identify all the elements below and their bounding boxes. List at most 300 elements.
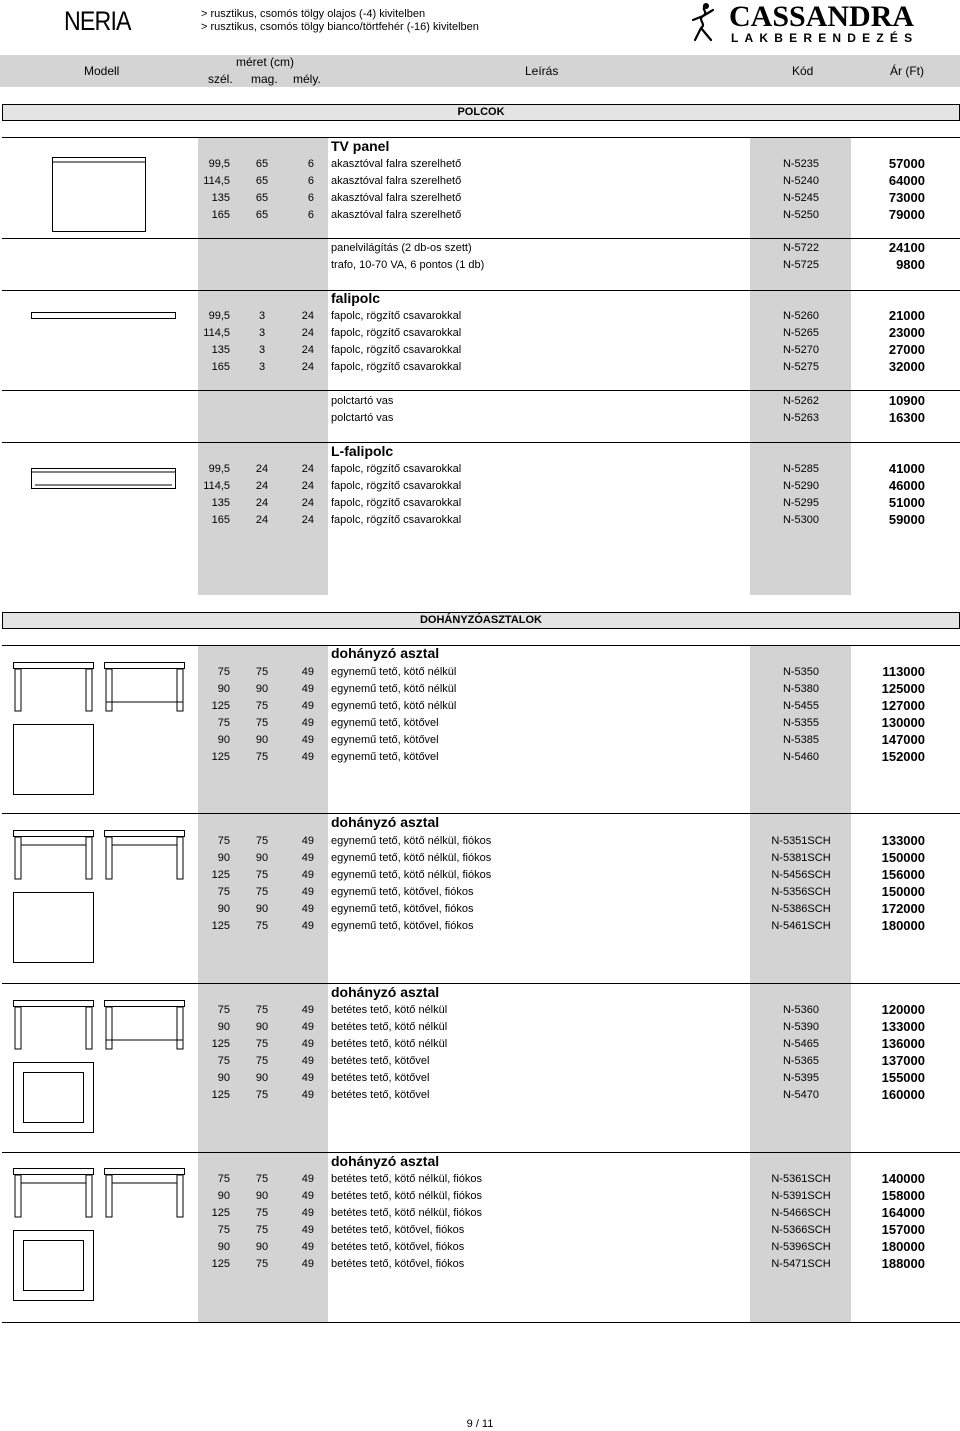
height-cell: 24 [255,463,269,475]
table-row [0,867,960,884]
description-cell: egynemű tető, kötővel [331,734,439,746]
depth-cell: 24 [301,480,314,492]
price-cell: 127000 [881,698,925,713]
height-cell: 90 [255,683,269,695]
width-cell: 90 [217,1190,230,1202]
code-cell: N-5395 [782,1072,820,1084]
price-cell: 136000 [881,1036,925,1051]
description-cell: betétes tető, kötő nélkül [331,1021,448,1033]
price-cell: 41000 [888,461,925,476]
code-cell: N-5265 [782,327,820,339]
width-cell: 90 [217,683,230,695]
divider [2,645,960,646]
table-row [0,850,960,867]
depth-cell: 24 [301,463,314,475]
table-row [0,1036,960,1053]
description-cell: egynemű tető, kötő nélkül, fiókos [331,869,492,881]
divider [2,390,960,391]
column-header [0,55,960,87]
depth-cell: 24 [301,361,314,373]
brand-logo-cassandra [683,2,958,44]
height-cell: 75 [255,1207,269,1219]
code-cell: N-5240 [782,175,820,187]
depth-cell: 49 [301,751,314,763]
price-cell: 150000 [881,884,925,899]
description-cell: akasztóval falra szerelhető [331,175,462,187]
width-cell: 135 [211,497,230,509]
price-cell: 27000 [888,342,925,357]
height-cell: 3 [258,361,266,373]
depth-cell: 49 [301,852,314,864]
code-cell: N-5460 [782,751,820,763]
table-row [0,495,960,512]
width-cell: 90 [217,903,230,915]
width-cell: 165 [211,209,230,221]
description-cell: egynemű tető, kötő nélkül [331,666,457,678]
description-cell: polctartó vas [331,412,394,424]
table-row [0,1239,960,1256]
code-cell: N-5385 [782,734,820,746]
code-cell: N-5380 [782,683,820,695]
table-row [0,1222,960,1239]
description-cell: egynemű tető, kötő nélkül [331,700,457,712]
dancer-figure-icon [683,2,723,44]
width-cell: 114,5 [203,327,230,339]
brand-logo-neria: NERIA [64,6,131,36]
description-cell: akasztóval falra szerelhető [331,158,462,170]
width-cell: 165 [211,514,230,526]
height-cell: 90 [255,1241,269,1253]
price-cell: 133000 [881,833,925,848]
price-cell: 10900 [888,393,925,408]
code-cell: N-5391SCH [771,1190,831,1202]
code-cell: N-5235 [782,158,820,170]
code-cell: N-5386SCH [771,903,831,915]
table-row [0,1087,960,1104]
table-row [0,1188,960,1205]
depth-cell: 49 [301,666,314,678]
section-dohanyzoasztalok: DOHÁNYZÓASZTALOK [2,612,960,629]
depth-cell: 24 [301,497,314,509]
width-cell: 75 [217,666,230,678]
description-cell: egynemű tető, kötő nélkül, fiókos [331,835,492,847]
width-cell: 99,5 [208,463,230,475]
group-title: falipolc [331,290,381,306]
depth-cell: 49 [301,717,314,729]
price-cell: 158000 [881,1188,925,1203]
col-szel: szél. [208,72,233,86]
width-cell: 125 [211,751,230,763]
table-row [0,1019,960,1036]
table-row [0,173,960,190]
depth-cell: 24 [301,310,314,322]
code-cell: N-5366SCH [771,1224,831,1236]
width-cell: 125 [211,700,230,712]
price-cell: 125000 [881,681,925,696]
depth-cell: 49 [301,835,314,847]
col-modell: Modell [84,64,120,78]
table-row [0,715,960,732]
height-cell: 75 [255,751,269,763]
depth-cell: 6 [307,175,314,187]
depth-cell: 49 [301,1021,314,1033]
height-cell: 90 [255,734,269,746]
height-cell: 90 [255,903,269,915]
description-cell: betétes tető, kötő nélkül, fiókos [331,1207,483,1219]
width-cell: 75 [217,1173,230,1185]
depth-cell: 49 [301,1055,314,1067]
divider [2,238,960,239]
price-cell: 120000 [881,1002,925,1017]
table-row [0,732,960,749]
price-cell: 188000 [881,1256,925,1271]
price-cell: 137000 [881,1053,925,1068]
height-cell: 3 [258,344,266,356]
width-cell: 125 [211,920,230,932]
description-cell: fapolc, rögzítő csavarokkal [331,480,462,492]
table-row [0,308,960,325]
depth-cell: 24 [301,514,314,526]
description-cell: akasztóval falra szerelhető [331,192,462,204]
code-cell: N-5361SCH [771,1173,831,1185]
depth-cell: 24 [301,327,314,339]
price-cell: 152000 [881,749,925,764]
code-cell: N-5365 [782,1055,820,1067]
price-cell: 133000 [881,1019,925,1034]
group-title: dohányzó asztal [331,1153,440,1169]
width-cell: 90 [217,734,230,746]
height-cell: 75 [255,700,269,712]
width-cell: 125 [211,1207,230,1219]
depth-cell: 49 [301,1224,314,1236]
code-cell: N-5471SCH [771,1258,831,1270]
height-cell: 3 [258,310,266,322]
description-cell: fapolc, rögzítő csavarokkal [331,310,462,322]
height-cell: 90 [255,852,269,864]
group-title: dohányzó asztal [331,814,440,830]
description-cell: akasztóval falra szerelhető [331,209,462,221]
col-mag: mag. [251,72,278,86]
table-row [0,833,960,850]
price-cell: 113000 [882,664,925,679]
description-cell: betétes tető, kötővel [331,1072,430,1084]
code-cell: N-5250 [782,209,820,221]
depth-cell: 49 [301,683,314,695]
table-row [0,1256,960,1273]
price-cell: 79000 [888,207,925,222]
table-row [0,393,960,410]
code-cell: N-5275 [782,361,820,373]
description-cell: betétes tető, kötővel [331,1089,430,1101]
description-cell: egynemű tető, kötővel, fiókos [331,920,474,932]
code-cell: N-5356SCH [771,886,831,898]
col-leiras: Leírás [525,64,559,78]
divider [2,1152,960,1153]
price-cell: 9800 [896,257,925,272]
height-cell: 75 [255,1258,269,1270]
table-row [0,1171,960,1188]
divider [2,290,960,291]
height-cell: 24 [255,497,269,509]
description-cell: polctartó vas [331,395,394,407]
brand-subtitle: LAKBERENDEZÉS [731,31,919,45]
height-cell: 75 [255,1089,269,1101]
width-cell: 165 [211,361,230,373]
finish-notes [201,8,479,34]
table-row [0,918,960,935]
code-cell: N-5456SCH [771,869,831,881]
price-cell: 57000 [888,156,925,171]
page-number: 9 / 11 [466,1418,494,1430]
table-row [0,698,960,715]
table-row [0,207,960,224]
description-cell: panelvilágítás (2 db-os szett) [331,242,472,254]
width-cell: 75 [217,717,230,729]
table-row [0,190,960,207]
depth-cell: 49 [301,1190,314,1202]
table-row [0,901,960,918]
width-cell: 99,5 [208,158,230,170]
description-cell: egynemű tető, kötő nélkül [331,683,457,695]
height-cell: 75 [255,1038,269,1050]
code-cell: N-5262 [782,395,820,407]
width-cell: 125 [211,869,230,881]
code-cell: N-5290 [782,480,820,492]
depth-cell: 49 [301,734,314,746]
price-cell: 73000 [888,190,925,205]
depth-cell: 49 [301,1258,314,1270]
depth-cell: 6 [307,209,314,221]
col-mely: mély. [293,72,321,86]
width-cell: 114,5 [203,175,230,187]
table-row [0,156,960,173]
code-cell: N-5300 [782,514,820,526]
code-cell: N-5466SCH [771,1207,831,1219]
width-cell: 114,5 [203,480,230,492]
description-cell: betétes tető, kötő nélkül, fiókos [331,1190,483,1202]
description-cell: betétes tető, kötővel, fiókos [331,1241,465,1253]
height-cell: 75 [255,1004,269,1016]
description-cell: betétes tető, kötő nélkül [331,1004,448,1016]
group-title: dohányzó asztal [331,984,440,1000]
price-cell: 180000 [881,1239,925,1254]
width-cell: 90 [217,852,230,864]
depth-cell: 49 [301,1038,314,1050]
table-row [0,681,960,698]
width-cell: 135 [211,192,230,204]
height-cell: 90 [255,1190,269,1202]
width-cell: 75 [217,886,230,898]
code-cell: N-5465 [782,1038,820,1050]
depth-cell: 49 [301,920,314,932]
description-cell: egynemű tető, kötővel, fiókos [331,903,474,915]
height-cell: 65 [255,158,269,170]
price-cell: 21000 [888,308,925,323]
description-cell: egynemű tető, kötővel [331,751,439,763]
table-row [0,325,960,342]
price-cell: 59000 [888,512,925,527]
table-row [0,410,960,427]
table-row [0,1205,960,1222]
section-polcok: POLCOK [2,104,960,121]
finish-note: > rusztikus, csomós tölgy bianco/törtfehér (-16) kivitelben [201,21,479,33]
code-cell: N-5461SCH [771,920,831,932]
depth-cell: 49 [301,1173,314,1185]
code-cell: N-5360 [782,1004,820,1016]
width-cell: 125 [211,1258,230,1270]
table-row [0,1070,960,1087]
price-cell: 160000 [881,1087,925,1102]
code-cell: N-5396SCH [771,1241,831,1253]
code-cell: N-5722 [782,242,820,254]
price-cell: 157000 [881,1222,925,1237]
height-cell: 24 [255,480,269,492]
table-row [0,749,960,766]
depth-cell: 49 [301,700,314,712]
description-cell: fapolc, rögzítő csavarokkal [331,344,462,356]
code-cell: N-5285 [782,463,820,475]
price-cell: 172000 [881,901,925,916]
description-cell: fapolc, rögzítő csavarokkal [331,514,462,526]
width-cell: 75 [217,1055,230,1067]
code-cell: N-5455 [782,700,820,712]
code-cell: N-5725 [782,259,820,271]
height-cell: 75 [255,886,269,898]
depth-cell: 49 [301,1072,314,1084]
table-row [0,512,960,529]
description-cell: trafo, 10-70 VA, 6 pontos (1 db) [331,259,485,271]
height-cell: 75 [255,1173,269,1185]
width-cell: 135 [211,344,230,356]
width-cell: 90 [217,1021,230,1033]
price-cell: 32000 [888,359,925,374]
description-cell: fapolc, rögzítő csavarokkal [331,463,462,475]
description-cell: betétes tető, kötő nélkül, fiókos [331,1173,483,1185]
depth-cell: 49 [301,1241,314,1253]
height-cell: 75 [255,869,269,881]
table-row [0,478,960,495]
divider [2,442,960,443]
code-cell: N-5355 [782,717,820,729]
table-row [0,342,960,359]
price-cell: 155000 [881,1070,925,1085]
description-cell: egynemű tető, kötő nélkül, fiókos [331,852,492,864]
price-cell: 147000 [881,732,925,747]
height-cell: 75 [255,920,269,932]
depth-cell: 49 [301,1089,314,1101]
height-cell: 90 [255,1021,269,1033]
price-cell: 46000 [888,478,925,493]
code-cell: N-5470 [782,1089,820,1101]
depth-cell: 6 [307,158,314,170]
table-row [0,884,960,901]
divider [2,983,960,984]
depth-cell: 49 [301,869,314,881]
description-cell: fapolc, rögzítő csavarokkal [331,327,462,339]
col-meret: méret (cm) [236,55,294,69]
height-cell: 90 [255,1072,269,1084]
code-cell: N-5350 [782,666,820,678]
height-cell: 75 [255,717,269,729]
divider [2,813,960,814]
depth-cell: 49 [301,1207,314,1219]
code-cell: N-5295 [782,497,820,509]
description-cell: betétes tető, kötővel [331,1055,430,1067]
code-cell: N-5381SCH [771,852,831,864]
divider [2,137,960,138]
code-cell: N-5351SCH [771,835,831,847]
description-cell: fapolc, rögzítő csavarokkal [331,361,462,373]
table-row [0,1002,960,1019]
height-cell: 65 [255,175,269,187]
width-cell: 125 [211,1038,230,1050]
price-cell: 16300 [888,410,925,425]
price-cell: 51000 [888,495,925,510]
width-cell: 90 [217,1072,230,1084]
height-cell: 75 [255,835,269,847]
description-cell: fapolc, rögzítő csavarokkal [331,497,462,509]
group-title: L-falipolc [331,443,394,459]
divider [2,1322,960,1323]
depth-cell: 49 [301,1004,314,1016]
code-cell: N-5390 [782,1021,820,1033]
depth-cell: 49 [301,903,314,915]
description-cell: betétes tető, kötővel, fiókos [331,1258,465,1270]
depth-cell: 24 [301,344,314,356]
depth-cell: 6 [307,192,314,204]
code-cell: N-5270 [782,344,820,356]
description-cell: betétes tető, kötővel, fiókos [331,1224,465,1236]
width-cell: 125 [211,1089,230,1101]
col-kod: Kód [792,64,814,78]
height-cell: 65 [255,209,269,221]
width-cell: 75 [217,1224,230,1236]
code-cell: N-5245 [782,192,820,204]
width-cell: 75 [217,1004,230,1016]
table-row [0,359,960,376]
height-cell: 65 [255,192,269,204]
description-cell: betétes tető, kötő nélkül [331,1038,448,1050]
finish-note: > rusztikus, csomós tölgy olajos (-4) kivitelben [201,8,426,20]
code-cell: N-5263 [782,412,820,424]
code-cell: N-5260 [782,310,820,322]
table-row [0,257,960,274]
price-cell: 140000 [881,1171,925,1186]
price-cell: 164000 [881,1205,925,1220]
col-ar: Ár (Ft) [890,64,924,78]
width-cell: 90 [217,1241,230,1253]
height-cell: 75 [255,666,269,678]
description-cell: egynemű tető, kötővel, fiókos [331,886,474,898]
price-cell: 24100 [888,240,925,255]
price-cell: 150000 [881,850,925,865]
width-cell: 75 [217,835,230,847]
height-cell: 75 [255,1055,269,1067]
group-title: TV panel [331,138,390,154]
price-cell: 130000 [881,715,925,730]
price-cell: 64000 [888,173,925,188]
table-row [0,240,960,257]
description-cell: egynemű tető, kötővel [331,717,439,729]
depth-cell: 49 [301,886,314,898]
price-cell: 156000 [881,867,925,882]
price-cell: 180000 [881,918,925,933]
brand-name: CASSANDRA [729,0,915,33]
height-cell: 75 [255,1224,269,1236]
width-cell: 99,5 [208,310,230,322]
table-row [0,664,960,681]
table-row [0,1053,960,1070]
